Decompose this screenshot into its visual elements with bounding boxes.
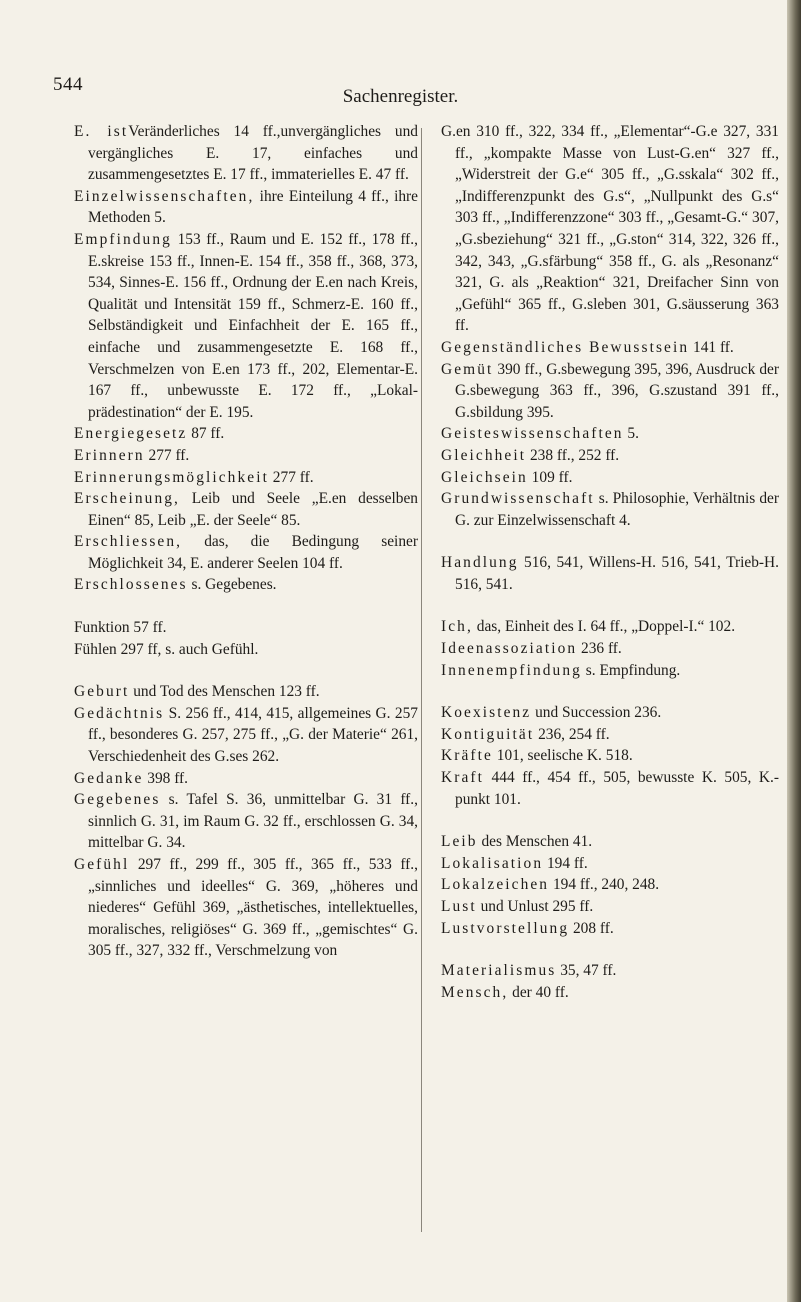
- entry-headword: Erinnern: [74, 446, 145, 464]
- entry-headword: Lokalzeichen: [441, 876, 550, 894]
- entry-text: das, Einheit des I. 64 ff., „Doppel-I.“ 102.: [472, 618, 736, 636]
- entry-headword: Gefühl: [74, 856, 130, 873]
- entry-headword: Erschliessen,: [74, 533, 183, 551]
- index-entry: [441, 616, 779, 638]
- index-entry: [441, 638, 779, 660]
- entry-headword: Grundwissenschaft: [441, 490, 595, 508]
- index-entry: [441, 552, 779, 595]
- page-edge: [787, 0, 801, 1302]
- entry-headword: Erinnerungsmöglichkeit: [74, 468, 269, 486]
- entry-text: Leib und Seele „E.en desselben Einen“ 85, Leib „E. der Seele“ 85.: [88, 490, 418, 529]
- entry-text: 236 ff.: [577, 640, 622, 658]
- entry-text: 390 ff., G.sbewegung 395, 396, Ausdruck der G.sbewegung 363 ff., 396, G.szustand 391 ff., G.sbildung 395.: [455, 360, 779, 421]
- index-entry: [441, 724, 779, 746]
- entry-headword: Kräfte: [441, 747, 493, 765]
- index-entry: [74, 467, 418, 489]
- entry-headword: Geburt: [74, 683, 130, 701]
- entry-text: und Succession 236.: [531, 704, 662, 722]
- entry-text: 194 ff.: [543, 854, 588, 872]
- index-entry: [74, 121, 418, 186]
- entry-text: 238 ff., 252 ff.: [526, 446, 620, 464]
- entry-text: Veränderliches 14 ff.,unvergängliches und vergängliches E. 17, einfaches und zusammengesetztes E. 17 ff., immaterielles E. 47 ff.: [88, 123, 418, 184]
- index-entry: [74, 229, 418, 423]
- index-entry: [441, 745, 779, 767]
- entry-headword: Gemüt: [441, 360, 494, 378]
- index-entry: [441, 982, 779, 1004]
- entry-headword: Mensch,: [441, 983, 509, 1001]
- index-entry: [74, 423, 418, 445]
- entry-text: s. Gegebenes.: [187, 576, 277, 594]
- index-entry: [441, 702, 779, 724]
- entry-text: 297 ff., 299 ff., 305 ff., 365 ff., 533 ff., „sinnliches und ideelles“ G. 369, „höheres und niederes“ Gefühl 369, „ästhetisches, intellektuelles, moralisches, religiöses“ G. 369 ff., „gemischtes“ G. 305 ff., 327, 332 ff., Verschmelzung von: [88, 856, 418, 960]
- index-entry: [441, 918, 779, 940]
- entry-headword: Erscheinung,: [74, 490, 180, 508]
- entry-headword: Einzelwissenschaften,: [74, 187, 255, 205]
- index-entry: [74, 768, 418, 790]
- entry-text: 5.: [623, 425, 639, 443]
- index-entry: [74, 789, 418, 854]
- entry-headword: Gedanke: [74, 769, 144, 787]
- index-entry: [441, 423, 779, 445]
- entry-headword: Gedächtnis: [74, 704, 165, 722]
- entry-headword: Gleichsein: [441, 468, 528, 486]
- page-number: 544: [53, 74, 83, 95]
- entry-headword: Koexistenz: [441, 704, 532, 722]
- index-entry: [74, 617, 418, 639]
- entry-headword: Ideenassoziation: [441, 640, 578, 658]
- index-entry: [441, 874, 779, 896]
- index-column-left: [74, 121, 418, 962]
- entry-headword: Lokalisation: [441, 854, 544, 872]
- index-entry: [441, 359, 779, 424]
- entry-headword: Lustvorstellung: [441, 919, 570, 937]
- entry-text: s. Philosophie, Verhältnis der G. zur Einzelwissenschaft 4.: [455, 490, 779, 529]
- entry-text: und Tod des Menschen 123 ff.: [129, 683, 320, 701]
- index-entry: [441, 853, 779, 875]
- index-entry: [441, 831, 779, 853]
- entry-text: und Unlust 295 ff.: [476, 898, 594, 915]
- running-head: Sachenregister.: [342, 86, 459, 107]
- entry-headword: Leib: [441, 833, 478, 851]
- index-entry: [441, 337, 779, 359]
- entry-headword: Ich,: [441, 618, 473, 636]
- index-entry: [74, 445, 418, 467]
- entry-text: s. Empfindung.: [581, 661, 681, 679]
- entry-headword: Geisteswissenschaften: [441, 425, 624, 443]
- entry-text: 516, 541, Willens-H. 516, 541, Trieb-H. 516, 541.: [455, 554, 779, 593]
- entry-headword: Lust: [441, 898, 477, 915]
- index-entry: [74, 531, 418, 574]
- index-entry: [441, 488, 779, 531]
- entry-text: ihre Einteilung 4 ff., ihre Methoden 5.: [88, 187, 418, 227]
- column-divider: [421, 128, 422, 1232]
- entry-text: 87 ff.: [187, 425, 225, 443]
- entry-headword: Gegebenes: [74, 791, 161, 809]
- entry-headword: E. ist: [74, 123, 129, 140]
- index-entry: [441, 121, 779, 337]
- entry-text: S. 256 ff., 414, 415, allgemeines G. 257 ff., besonderes G. 257, 275 ff., „G. der Materie“ 261, Verschiedenheit des G.ses 262.: [88, 704, 418, 766]
- entry-headword: Energiegesetz: [74, 425, 188, 443]
- index-entry: [74, 681, 418, 703]
- entry-headword: Gegenständliches Bewusstsein: [441, 338, 690, 356]
- entry-text: der 40 ff.: [508, 983, 569, 1001]
- index-entry: [441, 960, 779, 982]
- index-entry: [74, 639, 418, 661]
- entry-text: 109 ff.: [527, 468, 573, 486]
- entry-headword: Kontiguität: [441, 725, 535, 743]
- index-entry: [441, 467, 779, 489]
- entry-headword: Gleichheit: [441, 446, 527, 464]
- entry-headword: Empfindung: [74, 230, 172, 248]
- entry-text: Funktion 57 ff.: [74, 619, 167, 637]
- entry-text: das, die Bedingung seiner Möglichkeit 34, E. anderer Seelen 104 ff.: [88, 533, 418, 572]
- entry-headword: Materialismus: [441, 962, 557, 980]
- index-entry: [441, 445, 779, 467]
- entry-text: 35, 47 ff.: [556, 962, 617, 980]
- entry-text: 153 ff., Raum und E. 152 ff., 178 ff., E.skreise 153 ff., Innen-E. 154 ff., 358 ff., 368, 373, 534, Sinnes-E. 156 ff., Ordnung der E.en nach Kreis, Qualität und Intensität 159 ff., Schmerz-E. 160 ff., Selbständigkeit und Einfachheit der E. 165 ff., einfache und zusammengesetzte E. 168 ff., Verschmelzen von E.en 173 ff., 202, Elementar-E. 167 ff., unbewusste E. 172 ff., „Lokal-prädestination“ der E. 195.: [88, 230, 418, 421]
- index-entry: [74, 574, 418, 596]
- index-entry: [441, 660, 779, 682]
- index-entry: [74, 488, 418, 531]
- entry-text: 236, 254 ff.: [534, 725, 610, 743]
- entry-text: 277 ff.: [268, 468, 314, 486]
- entry-text: 194 ff., 240, 248.: [549, 876, 660, 894]
- index-entry: [74, 854, 418, 962]
- entry-headword: Innenempfindung: [441, 661, 582, 679]
- entry-headword: Handlung: [441, 554, 519, 572]
- index-entry: [74, 186, 418, 229]
- entry-headword: Erschlossenes: [74, 576, 188, 594]
- entry-text: s. Tafel S. 36, unmittelbar G. 31 ff., sinnlich G. 31, im Raum G. 32 ff., erschlossen G. 34, mittelbar G. 34.: [88, 791, 418, 852]
- entry-text: 101, seelische K. 518.: [492, 747, 633, 765]
- entry-text: Fühlen 297 ff, s. auch Gefühl.: [74, 640, 259, 658]
- entry-text: 208 ff.: [569, 919, 614, 937]
- index-column-right: [441, 121, 779, 1003]
- entry-text: 398 ff.: [143, 769, 189, 787]
- entry-text: 141 ff.: [689, 338, 734, 356]
- index-entry: [441, 896, 779, 918]
- entry-text: des Menschen 41.: [477, 833, 593, 851]
- entry-headword: Kraft: [441, 769, 484, 787]
- entry-text: 444 ff., 454 ff., 505, bewusste K. 505, K.-punkt 101.: [455, 769, 779, 808]
- entry-text: G.en 310 ff., 322, 334 ff., „Elementar“-G.e 327, 331 ff., „kompakte Masse von Lust-G.en“ 327 ff., „Widerstreit der G.e“ 305 ff., „G.sskala“ 302 ff., „Indifferenzpunkt des G.s“, „Nullpunkt des G.s“ 303 ff., „Indifferenzzone“ 303 ff., „Gesamt-G.“ 307, „G.sbeziehung“ 321 ff., „G.ston“ 314, 322, 326 ff., 342, 343, „G.sfärbung“ 358 ff., G. als „Resonanz“ 321, G. als „Reaktion“ 321, Dreifacher Sinn von „Gefühl“ 365 ff., G.sleben 301, G.säusserung 363 ff.: [441, 123, 779, 335]
- entry-text: 277 ff.: [144, 446, 190, 464]
- index-entry: [441, 767, 779, 810]
- index-entry: [74, 703, 418, 768]
